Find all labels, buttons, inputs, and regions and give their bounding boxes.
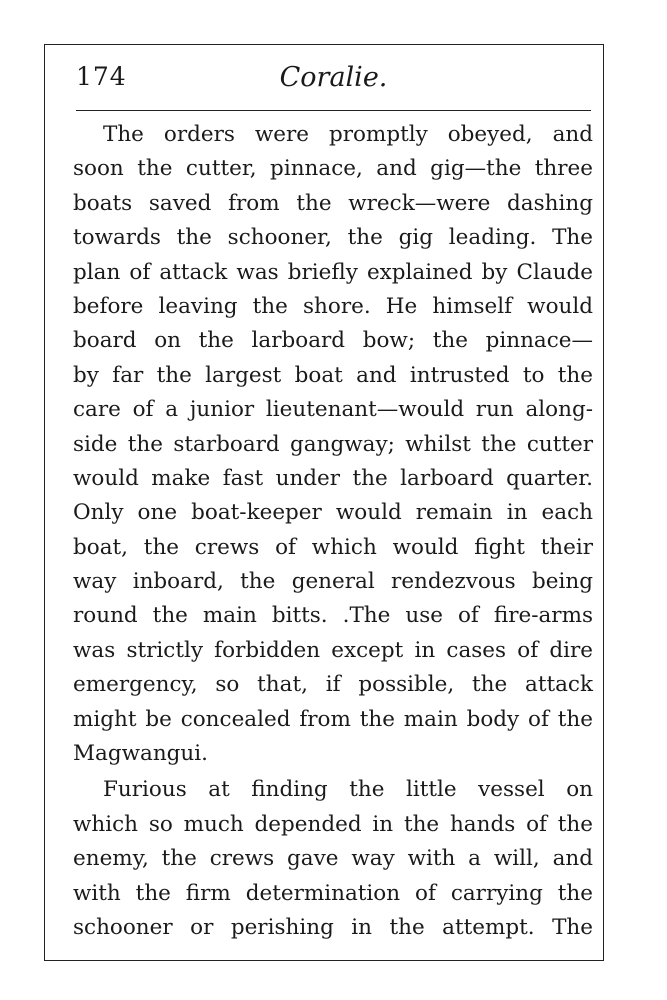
text-line: board on the larboard bow; the pinnace— xyxy=(73,328,593,354)
text-line: way inboard, the general rendezvous being xyxy=(73,569,593,595)
text-line: plan of attack was briefly explained by Claude xyxy=(73,259,593,285)
text-line: Magwangui. xyxy=(73,741,208,767)
text-line: soon the cutter, pinnace, and gig—the three xyxy=(73,156,593,182)
text-line: emergency, so that, if possible, the attack xyxy=(73,672,593,698)
text-line: boats saved from the wreck—were dashing xyxy=(73,190,593,216)
body-text xyxy=(73,118,593,945)
paragraph xyxy=(73,773,593,945)
text-line: with the firm determination of carrying the xyxy=(73,880,593,906)
text-line: schooner or perishing in the attempt. The xyxy=(73,914,593,940)
text-line: would make fast under the larboard quarter. xyxy=(73,465,593,491)
running-title: Coralie. xyxy=(279,62,388,93)
text-line: Furious at finding the little vessel on xyxy=(103,777,593,803)
text-line: enemy, the crews gave way with a will, and xyxy=(73,846,593,872)
paragraph xyxy=(73,118,593,771)
text-line: Only one boat-keeper would remain in each xyxy=(73,500,593,526)
running-header xyxy=(76,62,591,102)
header-rule xyxy=(76,110,591,111)
text-line: care of a junior lieutenant—would run along- xyxy=(73,397,593,423)
text-line: which so much depended in the hands of the xyxy=(73,811,593,837)
text-line: boat, the crews of which would fight their xyxy=(73,534,593,560)
text-line: side the starboard gangway; whilst the cutter xyxy=(73,431,593,457)
page-number: 174 xyxy=(76,62,127,91)
text-line: round the main bitts. .The use of fire-arms xyxy=(73,603,593,629)
text-line: before leaving the shore. He himself would xyxy=(73,293,593,319)
text-line: by far the largest boat and intrusted to the xyxy=(73,362,593,388)
text-line: towards the schooner, the gig leading. The xyxy=(73,225,593,251)
text-line: The orders were promptly obeyed, and xyxy=(103,122,593,147)
text-line: was strictly forbidden except in cases of dire xyxy=(73,637,593,663)
text-line: might be concealed from the main body of the xyxy=(73,706,593,732)
